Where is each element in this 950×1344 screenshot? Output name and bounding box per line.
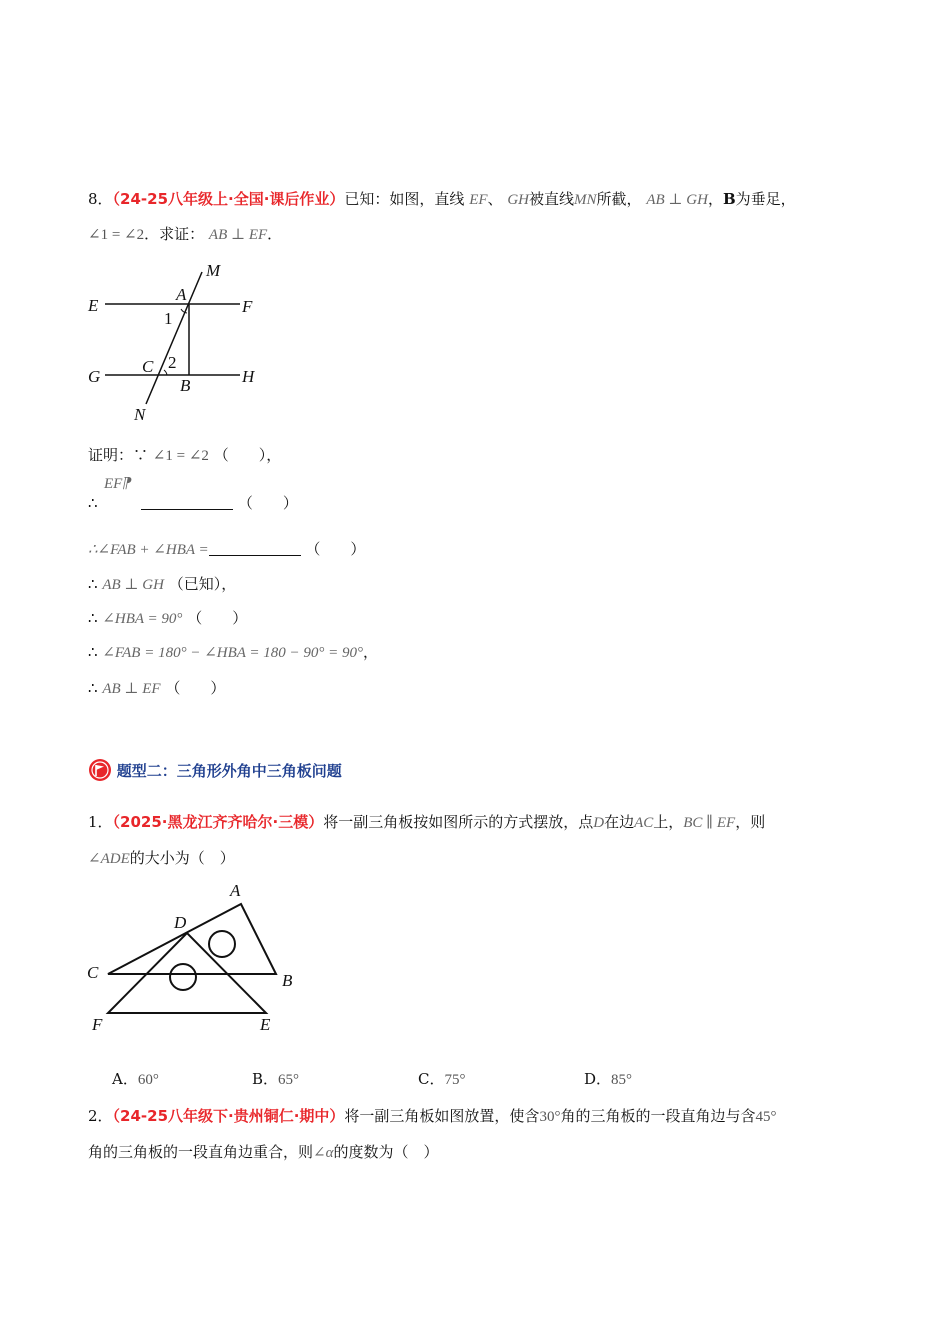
label-b: B (180, 376, 191, 395)
math-angle-ade: ∠ADE (88, 851, 130, 867)
triangle-hole (170, 964, 196, 990)
label-c: C (87, 963, 99, 982)
q8-text: 已知：如图，直线 (344, 190, 465, 208)
option-letter: A． (112, 1070, 138, 1088)
proof-math: AB ⊥ GH (102, 577, 164, 593)
section-title: 题型二：三角形外角中三角板问题 (116, 762, 342, 780)
proof-paren: （ ） (305, 540, 366, 558)
option-d[interactable] (584, 1068, 632, 1089)
label-e: E (88, 296, 99, 315)
option-value: 60° (137, 1072, 159, 1088)
proof-line6 (88, 641, 378, 662)
proof-line4 (88, 573, 236, 594)
math-gh: GH (507, 192, 530, 208)
q1-text: ，则 (735, 813, 766, 831)
proof-math: AB ⊥ EF (102, 681, 161, 697)
q8-b: B (722, 190, 736, 208)
q2-text: 将一副三角板如图放置，使含 (344, 1107, 540, 1125)
math-30-deg: 30° (539, 1109, 561, 1125)
label-2: 2 (168, 353, 177, 372)
label-f: F (92, 1015, 103, 1034)
proof-math: ∠FAB = 180° − ∠HBA = 180 − 90° = 90° (102, 645, 364, 661)
q8-text: 为垂足， (735, 190, 796, 208)
q8-sep: 、 (487, 190, 503, 208)
math-ac: AC (634, 815, 654, 831)
label-g: G (88, 367, 101, 386)
proof-text: ， (266, 446, 282, 464)
q2-text: 角的三角板的一段直角边与含 (560, 1107, 756, 1125)
math-ef: EF (469, 192, 488, 208)
q1-text: 在边 (604, 813, 635, 831)
blank-2[interactable] (209, 541, 301, 556)
proof-therefore: ∴ (88, 643, 98, 661)
q8-text: ．求证： (144, 225, 205, 243)
q8-line1 (88, 188, 796, 209)
q2-text: 角的三角板的一段直角边重合，则 (88, 1143, 314, 1161)
q1-line2 (88, 847, 235, 868)
option-a[interactable] (112, 1068, 159, 1089)
math-bc-parallel-ef: BC ∥ EF (683, 815, 736, 831)
section-heading (88, 758, 342, 782)
math-ab-perp-gh: AB ⊥ GH (646, 192, 708, 208)
q8-line2 (88, 223, 282, 244)
label-b: B (282, 971, 293, 990)
option-b[interactable] (252, 1068, 299, 1089)
blank-1[interactable] (141, 495, 233, 510)
option-letter: C． (418, 1070, 445, 1088)
proof-math: ∴∠FAB + ∠HBA = (88, 542, 209, 558)
q2-source: （24-25八年级下·贵州铜仁·期中） (112, 1107, 345, 1125)
q2-text: 的度数为（ ） (333, 1143, 439, 1161)
option-letter: B． (252, 1070, 279, 1088)
line-mn (146, 272, 202, 404)
proof-paren: （ ） (187, 609, 248, 627)
q1-text: 上， (653, 813, 684, 831)
label-m: M (206, 261, 221, 280)
label-f: F (242, 297, 253, 316)
q1-text: 将一副三角板按如图所示的方式摆放，点 (323, 813, 594, 831)
proof-line1 (88, 444, 281, 465)
q8-text: 被直线 (529, 190, 575, 208)
q8-number: 8． (88, 190, 113, 208)
proof-paren: （ ） (165, 679, 226, 697)
math-45-deg: 45° (755, 1109, 777, 1125)
triangle-hole (209, 931, 235, 957)
proof-therefore: ∴ (88, 609, 98, 627)
q8-text: ， (707, 190, 723, 208)
q1-source: （2025·黑龙江齐齐哈尔·三模） (112, 813, 324, 831)
q2-number: 2． (88, 1107, 113, 1125)
q8-text: 所截， (596, 190, 642, 208)
option-c[interactable] (418, 1068, 465, 1089)
proof-math: ∠HBA = 90° (102, 611, 183, 627)
proof-math: EF⁋ (104, 476, 132, 492)
q8-figure (80, 258, 280, 428)
proof-paren: （ ） (237, 494, 298, 512)
flag-badge-icon (88, 758, 112, 782)
math-d: D (593, 815, 605, 831)
proof-line3 (88, 538, 365, 559)
option-value: 85° (611, 1072, 633, 1088)
q2-line2 (88, 1141, 438, 1162)
q1-number: 1． (88, 813, 113, 831)
label-a: A (176, 285, 187, 304)
q8-source: （24-25八年级上·全国·课后作业） (112, 190, 345, 208)
q8-text: ． (267, 225, 283, 243)
proof-paren: （ ） (213, 446, 267, 464)
proof-text: ， (363, 643, 379, 661)
label-e: E (260, 1015, 271, 1034)
label-a: A (230, 881, 241, 900)
label-h: H (242, 367, 255, 386)
proof-text: （已知）， (168, 575, 237, 593)
proof-line2 (88, 492, 298, 513)
label-n: N (134, 405, 146, 424)
proof-line7 (88, 677, 225, 698)
q1-line1 (88, 811, 765, 832)
label-1: 1 (164, 309, 173, 328)
proof-math: ∠1 = ∠2 (152, 448, 209, 464)
proof-therefore: ∴ (88, 679, 98, 697)
proof-line5 (88, 607, 247, 628)
option-letter: D． (584, 1070, 612, 1088)
label-d: D (174, 913, 187, 932)
q1-text: 的大小为（ ） (129, 849, 235, 867)
math-ab-perp-ef: AB ⊥ EF (208, 227, 268, 243)
q1-figure (80, 878, 310, 1038)
math-angle-eq: ∠1 = ∠2 (88, 227, 145, 243)
option-value: 75° (444, 1072, 466, 1088)
q2-line1 (88, 1105, 776, 1126)
option-value: 65° (278, 1072, 300, 1088)
proof-therefore: ∴ (88, 494, 98, 512)
label-c: C (142, 357, 154, 376)
proof-over (104, 474, 132, 493)
math-mn: MN (574, 192, 597, 208)
math-alpha: ∠α (313, 1145, 334, 1161)
proof-therefore: ∴ (88, 575, 98, 593)
proof-text: 证明：∵ (88, 446, 149, 464)
